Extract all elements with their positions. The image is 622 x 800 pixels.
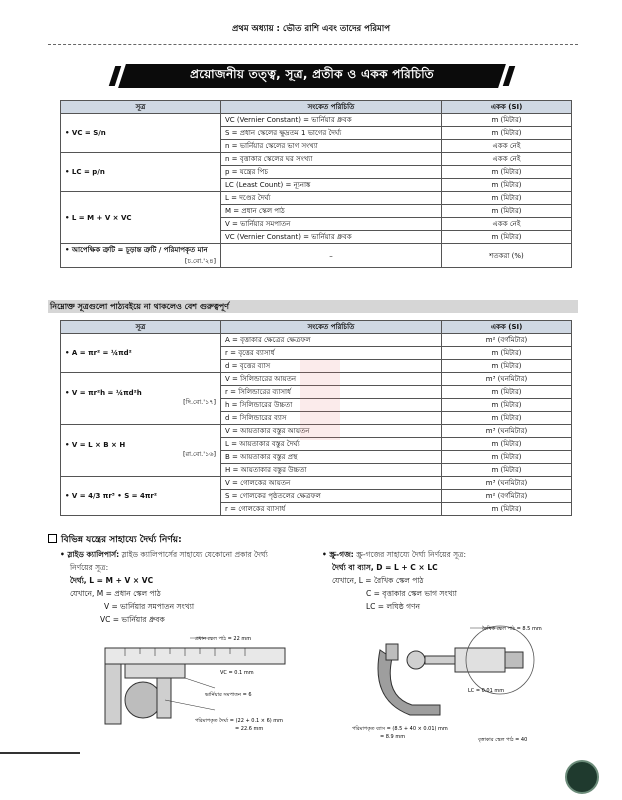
- unit-cell: m (মিটার): [442, 205, 572, 218]
- unit-cell: m (মিটার): [442, 231, 572, 244]
- symbol-description-cell: r = গোলকের ব্যাসার্ধ: [221, 503, 442, 516]
- unit-cell: m (মিটার): [442, 399, 572, 412]
- unit-cell: m (মিটার): [442, 464, 572, 477]
- column-header: সংকেত পরিচিতি: [221, 321, 442, 334]
- unit-cell: m (মিটার): [442, 503, 572, 516]
- calipers-label-result: = 22.6 mm: [235, 726, 264, 732]
- table-row: [61, 153, 572, 166]
- screw-gauge-def-l: যেখানে, L = রৈখিক স্কেল পাঠ: [332, 576, 424, 585]
- slide-calipers-def-m: যেখানে, M = প্রধান স্কেল পাঠ: [70, 589, 161, 598]
- symbol-description-cell: d = বৃত্তের ব্যাস: [221, 360, 442, 373]
- unit-cell: একক নেই: [442, 140, 572, 153]
- unit-cell: m (মিটার): [442, 179, 572, 192]
- formula-cell: [61, 153, 221, 192]
- symbol-description-cell: L = দণ্ডের দৈর্ঘ্য: [221, 192, 442, 205]
- screw-gauge-heading: • স্ক্রু-গজ:: [322, 550, 354, 559]
- unit-cell: m (মিটার): [442, 360, 572, 373]
- unit-cell: m (মিটার): [442, 127, 572, 140]
- formula-text: • V = L × B × H: [65, 441, 126, 449]
- screw-gauge-def-c: C = বৃত্তাকার স্কেল ভাগ সংখ্যা: [366, 589, 457, 598]
- calipers-label-vc: VC = 0.1 mm: [220, 670, 254, 676]
- symbol-description-cell: V = গোলকের আয়তন: [221, 477, 442, 490]
- symbol-description-cell: S = গোলকের পৃষ্ঠতলের ক্ষেত্রফল: [221, 490, 442, 503]
- publisher-logo-icon: [565, 760, 599, 794]
- symbol-description-cell: B = আয়তাকার বস্তুর প্রস্থ: [221, 451, 442, 464]
- banner-stripe-right: [503, 66, 515, 86]
- symbol-description-cell: d = সিলিন্ডারের ব্যাস: [221, 412, 442, 425]
- gauge-label-measured: পরিমাপকৃত ব্যাস = (8.5 + 40 × 0.01) mm: [352, 726, 448, 732]
- unit-cell: শতকরা (%): [442, 244, 572, 268]
- unit-cell: m³ (ঘনমিটার): [442, 477, 572, 490]
- slide-calipers-def-vc: VC = ভার্নিয়ার ধ্রুবক: [100, 615, 165, 624]
- screw-gauge-formula: দৈর্ঘ্য বা ব্যাস, D = L + C × LC: [332, 563, 438, 572]
- table-row: [61, 334, 572, 347]
- symbol-description-cell: r = সিলিন্ডারের ব্যাসার্ধ: [221, 386, 442, 399]
- formula-text: • A = πr² = ¼πd²: [65, 349, 132, 357]
- calipers-label-measured: পরিমাপকৃত দৈর্ঘ্য = (22 + 0.1 × 6) mm: [195, 718, 284, 724]
- column-header: একক (SI): [442, 101, 572, 114]
- unit-cell: একক নেই: [442, 153, 572, 166]
- formula-cell: [61, 477, 221, 516]
- unit-cell: m³ (ঘনমিটার): [442, 373, 572, 386]
- slide-calipers-desc: স্লাইড ক্যালিপার্সের সাহায্যে যেকোনো প্রকার দৈর্ঘ্য: [121, 550, 268, 559]
- symbol-description-cell: V = সিলিন্ডারের আয়তন: [221, 373, 442, 386]
- formula-cell: [61, 373, 221, 425]
- calipers-label-main-scale: প্রধান স্কেল পাঠ = 22 mm: [195, 636, 252, 642]
- symbol-description-cell: LC (Least Count) = ন্যূনাঙ্ক: [221, 179, 442, 192]
- footer-rule: [0, 752, 80, 754]
- symbol-description-cell: VC (Vernier Constant) = ভার্নিয়ার ধ্রুবক: [221, 231, 442, 244]
- symbol-description-cell: r = বৃত্তের ব্যাসার্ধ: [221, 347, 442, 360]
- gauge-label-lc: LC = 0.01 mm: [468, 688, 505, 694]
- column-header: একক (SI): [442, 321, 572, 334]
- symbol-description-cell: A = বৃত্তাকার ক্ষেত্রের ক্ষেত্রফল: [221, 334, 442, 347]
- section-banner: [118, 64, 506, 88]
- symbol-description-cell: VC (Vernier Constant) = ভার্নিয়ার ধ্রুবক: [221, 114, 442, 127]
- table-header-row: [61, 101, 572, 114]
- board-reference: [চ.বো.'২৪]: [184, 257, 216, 265]
- unit-cell: m (মিটার): [442, 386, 572, 399]
- screw-gauge-block: [322, 548, 582, 613]
- chapter-header: প্রথম অধ্যায় : ভৌত রাশি এবং তাদের পরিমাপ: [231, 24, 391, 34]
- section-title-text: বিভিন্ন যন্ত্রের সাহায্যে দৈর্ঘ্য নির্ণয়:: [61, 535, 182, 545]
- slide-calipers-block: [60, 548, 310, 626]
- formula-cell: [61, 114, 221, 153]
- unit-cell: m² (বর্গমিটার): [442, 490, 572, 503]
- unit-cell: m² (বর্গমিটার): [442, 334, 572, 347]
- screw-gauge-desc: স্ক্রু-গজের সাহায্যে দৈর্ঘ্য নির্ণয়ের সূত্র:: [356, 550, 467, 559]
- slide-calipers-diagram: [95, 630, 295, 740]
- gauge-label-result: = 8.9 mm: [380, 734, 406, 740]
- formula-text: • আপেক্ষিক ত্রুটি = চূড়ান্ত ত্রুটি / পরিমাপকৃত মান: [65, 246, 208, 254]
- unit-cell: একক নেই: [442, 218, 572, 231]
- unit-cell: m (মিটার): [442, 347, 572, 360]
- unit-cell: m (মিটার): [442, 192, 572, 205]
- unit-cell: m (মিটার): [442, 451, 572, 464]
- unit-cell: m³ (ঘনমিটার): [442, 425, 572, 438]
- formula-cell: [61, 425, 221, 477]
- symbol-description-cell: n = বৃত্তাকার স্কেলের ঘর সংখ্যা: [221, 153, 442, 166]
- instruments-section-title: [48, 532, 182, 547]
- table-row: [61, 477, 572, 490]
- table-row: [61, 244, 572, 268]
- symbol-description-cell: M = প্রধান স্কেল পাঠ: [221, 205, 442, 218]
- unit-cell: m (মিটার): [442, 114, 572, 127]
- gauge-label-circular: বৃত্তাকার স্কেল পাঠ = 40: [478, 737, 528, 743]
- symbol-description-cell: V = ভার্নিয়ার সমপাতন: [221, 218, 442, 231]
- symbol-description-cell: –: [221, 244, 442, 268]
- symbol-description-cell: L = আয়তাকার বস্তুর দৈর্ঘ্য: [221, 438, 442, 451]
- formula-text: • V = πr²h = ¼πd²h: [65, 389, 142, 397]
- checkbox-icon: [48, 534, 57, 543]
- calipers-label-coincidence: ভার্নিয়ার সমপাতন = 6: [205, 692, 252, 698]
- slide-calipers-desc2: নির্ণয়ের সূত্র:: [70, 563, 109, 572]
- formula-text: • LC = p/n: [65, 168, 105, 176]
- symbol-description-cell: S = প্রধান স্কেলের ক্ষুদ্রতম 1 ভাগের দৈর্ঘ্য: [221, 127, 442, 140]
- watermark-graphic: [300, 360, 340, 440]
- formula-cell: [61, 192, 221, 244]
- board-reference: [দি.বো.'১৭]: [183, 398, 216, 406]
- slide-calipers-formula: দৈর্ঘ্য, L = M + V × VC: [70, 576, 154, 585]
- formula-text: • V = 4/3 πr³ • S = 4πr²: [65, 492, 157, 500]
- symbol-description-cell: H = আয়তাকার বস্তুর উচ্চতা: [221, 464, 442, 477]
- symbol-description-cell: h = সিলিন্ডারের উচ্চতা: [221, 399, 442, 412]
- formula-cell: [61, 244, 221, 268]
- formula-text: • L = M + V × VC: [65, 213, 132, 222]
- formula-text: • VC = S/n: [65, 129, 106, 137]
- screw-gauge-diagram: [350, 620, 550, 745]
- symbol-description-cell: p = যন্ত্রের পিচ: [221, 166, 442, 179]
- unit-cell: m (মিটার): [442, 166, 572, 179]
- unit-cell: m (মিটার): [442, 438, 572, 451]
- slide-calipers-heading: • স্লাইড ক্যালিপার্স:: [60, 550, 120, 559]
- important-formulas-bar: নিম্নোক্ত সূত্রগুলো পাঠ্যবইয়ে না থাকলেও বেশ গুরুত্বপূর্ণ: [48, 300, 578, 313]
- formula-cell: [61, 334, 221, 373]
- table-row: [61, 114, 572, 127]
- table-row: [61, 192, 572, 205]
- column-header: সূত্র: [61, 101, 221, 114]
- symbol-description-cell: V = আয়তাকার বস্তুর আয়তন: [221, 425, 442, 438]
- formula-table-1: [60, 100, 572, 268]
- gauge-label-linear: রৈখিক স্কেল পাঠ = 8.5 mm: [482, 626, 542, 632]
- header-divider: [48, 44, 578, 45]
- column-header: সংকেত পরিচিতি: [221, 101, 442, 114]
- slide-calipers-def-v: V = ভার্নিয়ার সমপাতন সংখ্যা: [104, 602, 195, 611]
- symbol-description-cell: n = ভার্নিয়ার স্কেলের ভাগ সংখ্যা: [221, 140, 442, 153]
- table-header-row: [61, 321, 572, 334]
- screw-gauge-def-lc: LC = লঘিষ্ঠ গণন: [366, 602, 421, 611]
- column-header: সূত্র: [61, 321, 221, 334]
- banner-title: প্রয়োজনীয় তত্ত্ব, সূত্র, প্রতীক ও একক পরিচিতি: [190, 67, 434, 81]
- unit-cell: m (মিটার): [442, 412, 572, 425]
- board-reference: [রা.বো.'১৬]: [182, 450, 216, 458]
